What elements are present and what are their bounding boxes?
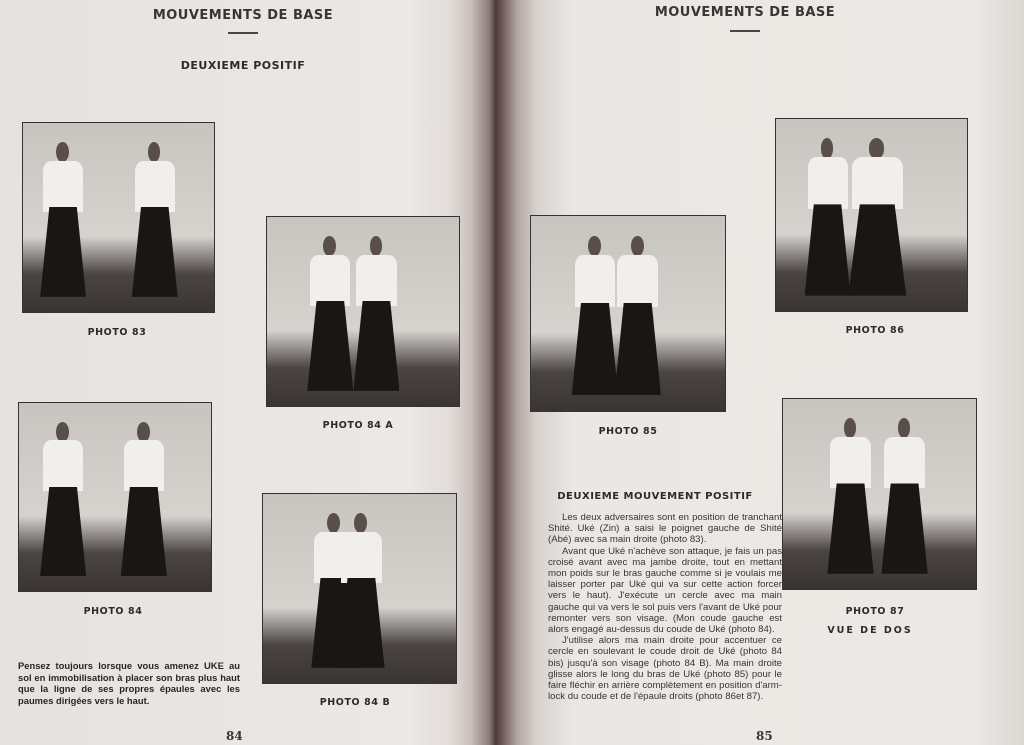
left-page-header: MOUVEMENTS DE BASE <box>152 8 334 23</box>
photo-84b <box>262 493 457 684</box>
photo-86 <box>775 118 968 312</box>
section-title: DEUXIEME MOUVEMENT POSITIF <box>557 491 753 502</box>
page-number-85: 85 <box>756 729 773 743</box>
left-page-subtitle: DEUXIEME POSITIF <box>180 59 306 72</box>
left-page-note: Pensez toujours lorsque vous amenez UKE au sol en immobilisation à placer son bras plus haut que la ligne de ses propres épaules avec les paumes dirigées vers le haut. <box>18 660 240 706</box>
header-rule <box>228 32 258 34</box>
photo-83 <box>22 122 215 313</box>
page-number-84: 84 <box>226 729 243 743</box>
header-rule <box>730 30 760 32</box>
caption-photo-84: PHOTO 84 <box>83 606 143 617</box>
caption-photo-86: PHOTO 86 <box>845 325 905 336</box>
photo-84a <box>266 216 460 407</box>
caption-vue-de-dos: VUE DE DOS <box>827 625 913 636</box>
caption-photo-85: PHOTO 85 <box>598 426 658 437</box>
paragraph: Avant que Uké n'achève son attaque, je fais un pas croisé avant avec ma jambe droite, tout en mettant mon poids sur le bras gauche comme si je voulais me laisser porter par Uké qui va sur cette action forcer vers le haut). J'exécute un cercle avec ma main gauche qui va vers le sol puis vers l'avant de Uké pour remonter vers son visage. (Mon coude gauche est alors engagé au-dessus du coude de Uké (photo 84). <box>548 545 782 636</box>
photo-84 <box>18 402 212 592</box>
paragraph: Les deux adversaires sont en position de tranchant Shité. Uké (Zin) a saisi le poignet gauche de Shité (Abé) avec sa main droite (photo 83). <box>548 512 782 546</box>
right-page-header: MOUVEMENTS DE BASE <box>654 5 836 20</box>
caption-photo-87: PHOTO 87 <box>845 606 905 617</box>
caption-photo-84a: PHOTO 84 A <box>322 420 394 431</box>
caption-photo-84b: PHOTO 84 B <box>319 697 391 708</box>
photo-85 <box>530 215 726 412</box>
caption-photo-83: PHOTO 83 <box>87 327 147 338</box>
paragraph: J'utilise alors ma main droite pour accentuer ce cercle en soulevant le coude droit de Uké (photo 84 bis) jusqu'à son visage (photo 84 B). Ma main droite glisse alors le long du bras de Uké (photo 85) pour le faire fléchir en arrière complètement en position d'arm-lock du coude et de l'épaule droits (photo 86et 87). <box>548 635 782 703</box>
photo-87 <box>782 398 977 590</box>
body-text <box>548 512 782 702</box>
